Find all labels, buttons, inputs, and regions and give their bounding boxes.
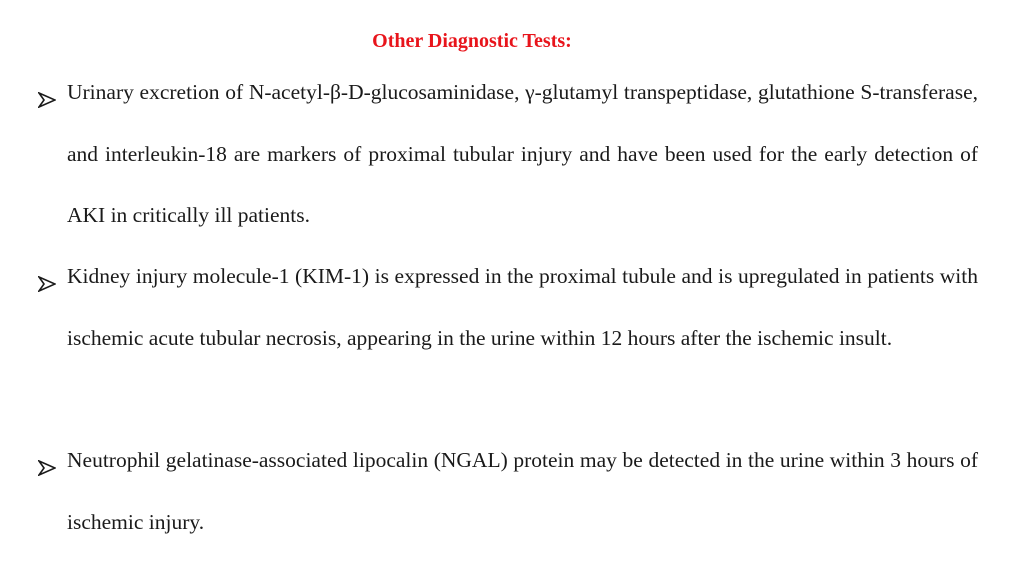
arrowhead-bullet-icon: [38, 460, 56, 476]
bullet-item: [38, 266, 978, 450]
bullet-text: Urinary excretion of N-acetyl-β-D-glucosaminidase, γ-glutamyl transpeptidase, glutathione S-transferase, and interleukin-18 are markers of proximal tubular injury and have been used for the early detection of AKI in critically ill patients.: [67, 80, 978, 227]
slide-title: Other Diagnostic Tests:: [372, 30, 572, 52]
bullet-text: Neutrophil gelatinase-associated lipocalin (NGAL) protein may be detected in the urine within 3 hours of ischemic injury.: [67, 448, 978, 534]
arrowhead-bullet-icon: [38, 276, 56, 292]
arrowhead-bullet-icon: [38, 92, 56, 108]
bullet-item: [38, 450, 978, 573]
bullet-item: [38, 82, 978, 266]
bullet-text: Kidney injury molecule-1 (KIM-1) is expressed in the proximal tubule and is upregulated in patients with ischemic acute tubular necrosis, appearing in the urine within 12 hours after the ischemic insult.: [67, 264, 978, 350]
bullet-list: [38, 82, 978, 573]
